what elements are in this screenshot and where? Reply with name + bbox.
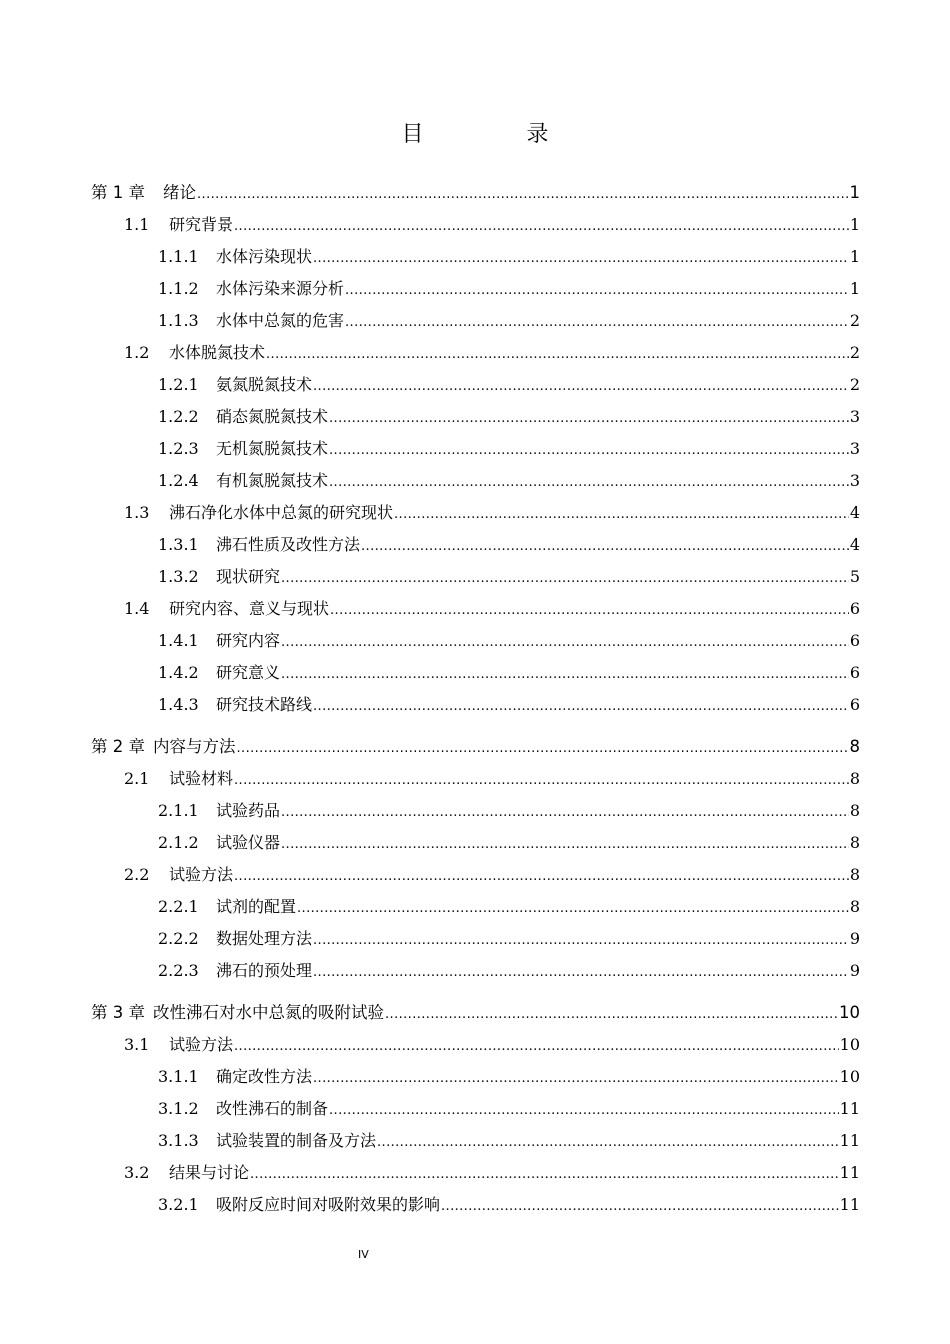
toc-entry-page: 8 [849, 897, 860, 916]
toc-entry-1-3[interactable] [124, 500, 860, 526]
toc-entry-1-2-1[interactable] [158, 372, 860, 398]
toc-entry-page: 8 [849, 737, 860, 756]
toc-dot-leader [377, 1128, 839, 1156]
toc-entry-1-1-1[interactable] [158, 244, 860, 270]
toc-entry-number: 1.1.1 [158, 247, 199, 266]
toc-entry-number: 2.2.3 [158, 961, 199, 980]
toc-entry-title: 确定改性方法 [216, 1067, 313, 1086]
toc-entry-title: 改性沸石对水中总氮的吸附试验 [153, 1003, 384, 1022]
toc-entry-page: 1 [849, 247, 860, 266]
toc-entry-1-3-2[interactable] [158, 564, 860, 590]
toc-entry-第2章[interactable] [91, 734, 860, 760]
toc-entry-page: 10 [839, 1003, 860, 1022]
toc-entry-title: 试剂的配置 [216, 897, 297, 916]
toc-entry-page: 6 [849, 631, 860, 650]
toc-dot-leader [313, 926, 849, 954]
toc-dot-leader [237, 734, 849, 762]
toc-entry-page: 8 [849, 833, 860, 852]
toc-entry-3-1[interactable] [124, 1032, 860, 1058]
toc-entry-number: 2.2 [124, 865, 150, 884]
toc-dot-leader [313, 958, 849, 986]
toc-entry-page: 3 [849, 407, 860, 426]
toc-entry-page: 1 [849, 215, 860, 234]
toc-entry-number: 3.1.3 [158, 1131, 199, 1150]
toc-entry-number: 3.1 [124, 1035, 150, 1054]
toc-entry-page: 3 [849, 471, 860, 490]
toc-dot-leader [281, 830, 849, 858]
toc-entry-title: 研究内容、意义与现状 [169, 599, 330, 618]
toc-entry-number: 1.3 [124, 503, 150, 522]
toc-dot-leader [361, 532, 849, 560]
toc-entry-1-4-1[interactable] [158, 628, 860, 654]
toc-entry-number: 1.4.3 [158, 695, 199, 714]
toc-dot-leader [313, 692, 849, 720]
toc-entry-page: 11 [839, 1131, 860, 1150]
toc-entry-title: 研究技术路线 [216, 695, 313, 714]
toc-dot-leader [385, 1000, 838, 1028]
toc-dot-leader [234, 862, 849, 890]
toc-entry-title: 沸石性质及改性方法 [216, 535, 361, 554]
toc-entry-page: 8 [849, 865, 860, 884]
toc-entry-title: 研究内容 [216, 631, 281, 650]
page-title: 目 录 [401, 122, 597, 147]
toc-entry-title: 硝态氮脱氮技术 [216, 407, 329, 426]
toc-entry-2-1-2[interactable] [158, 830, 860, 856]
toc-entry-title: 数据处理方法 [216, 929, 313, 948]
toc-entry-number: 3.2.1 [158, 1195, 199, 1214]
toc-entry-3-1-1[interactable] [158, 1064, 860, 1090]
toc-entry-2-2[interactable] [124, 862, 860, 888]
toc-dot-leader [441, 1192, 839, 1220]
toc-entry-title: 水体中总氮的危害 [216, 311, 345, 330]
toc-entry-page: 3 [849, 439, 860, 458]
toc-entry-page: 11 [839, 1163, 860, 1182]
toc-entry-1-4-3[interactable] [158, 692, 860, 718]
toc-entry-title: 试验材料 [169, 769, 234, 788]
toc-entry-title: 水体脱氮技术 [169, 343, 266, 362]
toc-entry-2-2-1[interactable] [158, 894, 860, 920]
toc-entry-title: 研究意义 [216, 663, 281, 682]
toc-entry-number: 1.1.3 [158, 311, 199, 330]
toc-entry-number: 2.1 [124, 769, 150, 788]
toc-entry-1-3-1[interactable] [158, 532, 860, 558]
toc-dot-leader [329, 1096, 839, 1124]
toc-entry-number: 3.2 [124, 1163, 150, 1182]
toc-entry-title: 绪论 [163, 183, 196, 202]
toc-entry-title: 沸石的预处理 [216, 961, 313, 980]
toc-entry-page: 11 [839, 1099, 860, 1118]
toc-entry-number: 第 1 章 [91, 183, 145, 202]
toc-dot-leader [297, 894, 849, 922]
toc-entry-page: 6 [849, 663, 860, 682]
toc-entry-number: 1.4 [124, 599, 150, 618]
toc-dot-leader [345, 308, 849, 336]
toc-entry-title: 水体污染现状 [216, 247, 313, 266]
toc-dot-leader [345, 276, 849, 304]
toc-dot-leader [313, 372, 849, 400]
toc-dot-leader [394, 500, 849, 528]
toc-entry-page: 2 [849, 343, 860, 362]
toc-entry-number: 1.2.4 [158, 471, 199, 490]
toc-entry-1-4-2[interactable] [158, 660, 860, 686]
toc-entry-number: 2.2.2 [158, 929, 199, 948]
toc-entry-2-1[interactable] [124, 766, 860, 792]
toc-entry-page: 1 [849, 183, 860, 202]
toc-entry-number: 1.3.2 [158, 567, 199, 586]
toc-entry-page: 2 [849, 375, 860, 394]
toc-entry-title: 现状研究 [216, 567, 281, 586]
toc-entry-number: 2.2.1 [158, 897, 199, 916]
toc-entry-number: 1.3.1 [158, 535, 199, 554]
toc-dot-leader [329, 404, 849, 432]
toc-entry-page: 9 [849, 961, 860, 980]
toc-entry-page: 2 [849, 311, 860, 330]
toc-entry-第1章[interactable] [91, 180, 860, 206]
toc-entry-page: 10 [839, 1067, 860, 1086]
toc-entry-page: 4 [849, 503, 860, 522]
toc-entry-1-1-2[interactable] [158, 276, 860, 302]
toc-dot-leader [234, 766, 849, 794]
toc-entry-1-1[interactable] [124, 212, 860, 238]
toc-entry-1-1-3[interactable] [158, 308, 860, 334]
toc-entry-number: 第 2 章 [91, 737, 145, 756]
toc-entry-3-1-2[interactable] [158, 1096, 860, 1122]
toc-dot-leader [313, 244, 849, 272]
toc-entry-title: 试验药品 [216, 801, 281, 820]
toc-entry-1-2[interactable] [124, 340, 860, 366]
toc-dot-leader [281, 660, 849, 688]
toc-entry-1-2-4[interactable] [158, 468, 860, 494]
toc-entry-page: 9 [849, 929, 860, 948]
toc-entry-title: 试验方法 [169, 1035, 234, 1054]
toc-entry-page: 5 [849, 567, 860, 586]
toc-entry-page: 6 [849, 599, 860, 618]
toc-entry-title: 吸附反应时间对吸附效果的影响 [216, 1195, 441, 1214]
toc-entry-number: 1.1.2 [158, 279, 199, 298]
toc-dot-leader [266, 340, 849, 368]
toc-entry-title: 有机氮脱氮技术 [216, 471, 329, 490]
toc-entry-number: 1.4.1 [158, 631, 199, 650]
toc-entry-number: 1.4.2 [158, 663, 199, 682]
toc-dot-leader [329, 436, 849, 464]
toc-dot-leader [234, 1032, 839, 1060]
toc-entry-1-2-3[interactable] [158, 436, 860, 462]
toc-dot-leader [281, 798, 849, 826]
toc-entry-number: 3.1.2 [158, 1099, 199, 1118]
toc-entry-title: 内容与方法 [153, 737, 236, 756]
toc-dot-leader [281, 628, 849, 656]
toc-entry-2-2-2[interactable] [158, 926, 860, 952]
toc-dot-leader [329, 468, 849, 496]
toc-entry-title: 结果与讨论 [169, 1163, 250, 1182]
toc-entry-2-1-1[interactable] [158, 798, 860, 824]
toc-entry-number: 1.2.1 [158, 375, 199, 394]
toc-dot-leader [197, 180, 849, 208]
toc-entry-1-4[interactable] [124, 596, 860, 622]
toc-entry-number: 2.1.1 [158, 801, 199, 820]
toc-dot-leader [330, 596, 849, 624]
toc-entry-1-2-2[interactable] [158, 404, 860, 430]
toc-dot-leader [281, 564, 849, 592]
toc-entry-page: 1 [849, 279, 860, 298]
toc-entry-number: 1.2.3 [158, 439, 199, 458]
toc-entry-3-1-3[interactable] [158, 1128, 860, 1154]
toc-entry-number: 1.2.2 [158, 407, 199, 426]
toc-entry-2-2-3[interactable] [158, 958, 860, 984]
toc-entry-title: 沸石净化水体中总氮的研究现状 [169, 503, 394, 522]
toc-entry-number: 1.2 [124, 343, 150, 362]
toc-dot-leader [313, 1064, 839, 1092]
toc-entry-number: 1.1 [124, 215, 150, 234]
toc-entry-3-2-1[interactable] [158, 1192, 860, 1218]
toc-dot-leader [234, 212, 849, 240]
toc-entry-page: 6 [849, 695, 860, 714]
toc-entry-title: 试验仪器 [216, 833, 281, 852]
toc-entry-title: 改性沸石的制备 [216, 1099, 329, 1118]
toc-entry-title: 试验装置的制备及方法 [216, 1131, 377, 1150]
toc-entry-title: 氨氮脱氮技术 [216, 375, 313, 394]
toc-entry-page: 10 [839, 1035, 860, 1054]
toc-entry-page: 8 [849, 769, 860, 788]
toc-entry-number: 2.1.2 [158, 833, 199, 852]
toc-entry-第3章[interactable] [91, 1000, 860, 1026]
toc-entry-title: 试验方法 [169, 865, 234, 884]
toc-entry-number: 3.1.1 [158, 1067, 199, 1086]
toc-dot-leader [250, 1160, 839, 1188]
toc-entry-page: 8 [849, 801, 860, 820]
page-number-footer: IV [358, 1248, 369, 1261]
toc-entry-title: 研究背景 [169, 215, 234, 234]
toc-entry-page: 4 [849, 535, 860, 554]
toc-entry-title: 水体污染来源分析 [216, 279, 345, 298]
toc-entry-page: 11 [839, 1195, 860, 1214]
toc-entry-title: 无机氮脱氮技术 [216, 439, 329, 458]
toc-entry-number: 第 3 章 [91, 1003, 145, 1022]
toc-entry-3-2[interactable] [124, 1160, 860, 1186]
